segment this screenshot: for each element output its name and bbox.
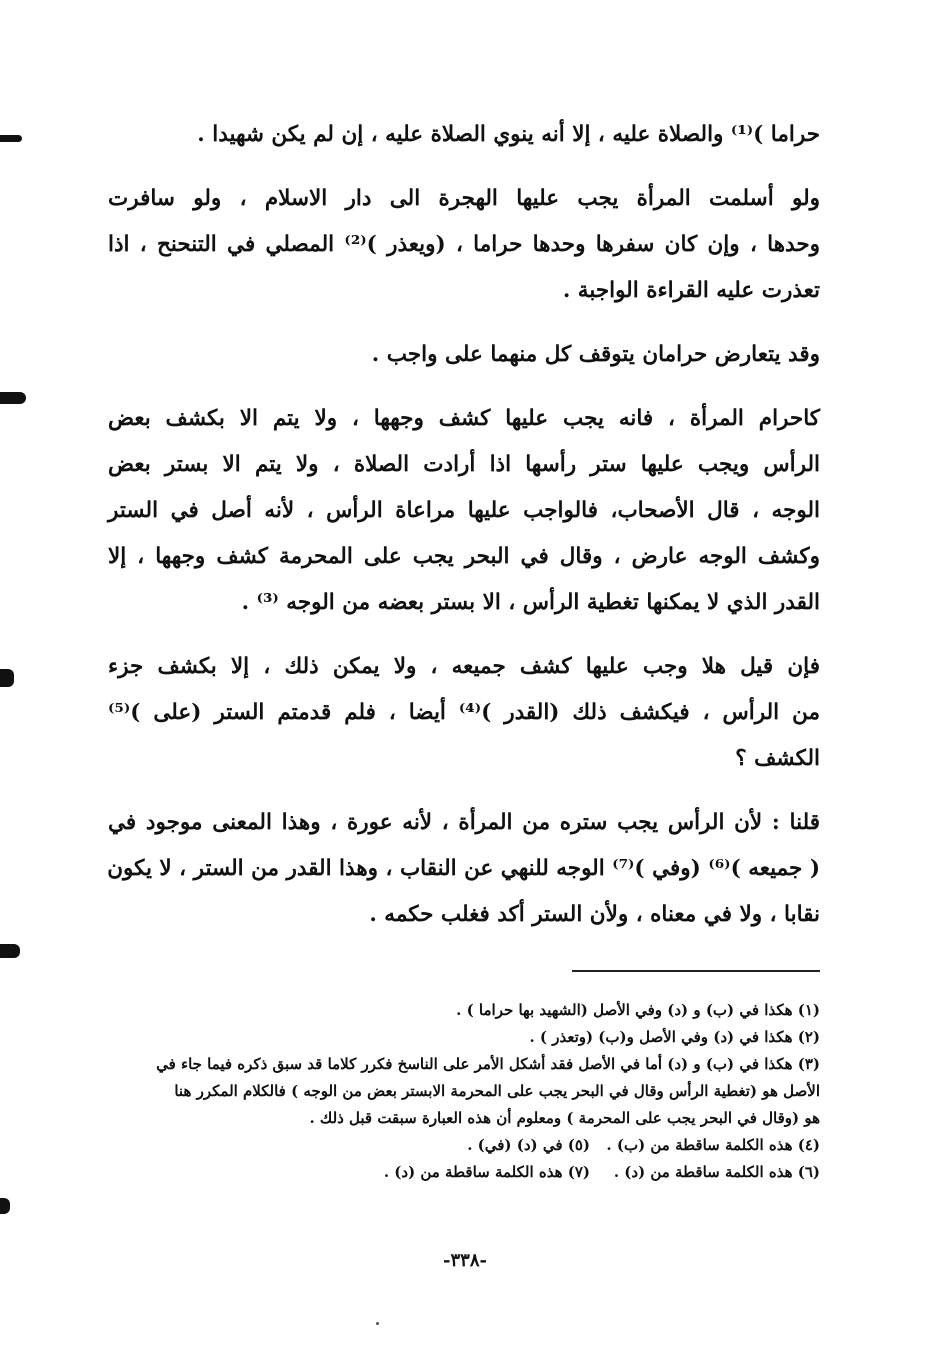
footnote-row: [108, 1132, 820, 1159]
text-line: نقابا ، ولا في معناه ، ولأن الستر أكد فغلب حكمه .: [369, 902, 820, 927]
footnote-5: (٥) في (د) (في) .: [467, 1136, 590, 1154]
scan-margin-mark: [0, 1198, 10, 1214]
main-text: [108, 112, 820, 938]
page-number: -٣٣٨-: [443, 1250, 487, 1271]
text-line: فإن قيل هلا وجب عليها كشف جميعه ، ولا يمكن ذلك ، إلا بكشف جزء: [108, 654, 820, 679]
text-line: ( جميعه )⁽⁶⁾ (وفي )⁽⁷⁾ الوجه للنهي عن النقاب ، وهذا القدر من الستر ، لا يكون: [107, 856, 820, 881]
paragraph: [108, 112, 820, 158]
footnote-1: (١) هكذا في (ب) و (د) وفي الأصل (الشهيد بها حراما ) .: [456, 1001, 820, 1019]
text-line: الوجه ، قال الأصحاب، فالواجب عليها مراعاة الرأس ، لأنه أصل في الستر: [108, 498, 820, 523]
footnote-2: (٢) هكذا في (د) وفي الأصل و(ب) (وتعذر ) .: [529, 1028, 820, 1046]
footnote-3-cont: الأصل هو (تغطية الرأس وقال في البحر يجب على المحرمة الابستر بعض من الوجه ) فالكلام المكرر هنا: [174, 1082, 820, 1100]
scan-speck: [376, 1322, 379, 1325]
footnote-3-cont: هو (وقال في البحر يجب على المحرمة ) ومعلوم أن هذه العبارة سبقت قبل ذلك .: [309, 1109, 820, 1127]
footnote-separator: [572, 970, 820, 972]
text-line: وكشف الوجه عارض ، وقال في البحر يجب على المحرمة كشف وجهها ، إلا: [108, 544, 820, 569]
paragraph: [108, 176, 820, 314]
footnote-6: (٦) هذه الكلمة ساقطة من (د) .: [613, 1163, 820, 1181]
paragraph: [108, 332, 820, 378]
text-line: تعذرت عليه القراءة الواجبة .: [562, 278, 820, 303]
footnotes: [108, 997, 820, 1186]
text-line: قلنا : لأن الرأس يجب ستره من المرأة ، لأنه عورة ، وهذا المعنى موجود في: [108, 810, 820, 835]
footnote-4: (٤) هذه الكلمة ساقطة من (ب) .: [606, 1136, 820, 1154]
text-line: حراما )⁽¹⁾ والصلاة عليه ، إلا أنه ينوي الصلاة عليه ، إن لم يكن شهيدا .: [197, 122, 820, 147]
text-line: وحدها ، وإن كان سفرها وحدها حراما ، (ويعذر )⁽²⁾ المصلي في التنحنح ، اذا: [108, 232, 821, 257]
text-line: من الرأس ، فيكشف ذلك (القدر )⁽⁴⁾ أيضا ، فلم قدمتم الستر (على )⁽⁵⁾: [108, 700, 820, 725]
scan-margin-mark: [0, 669, 14, 687]
scan-margin-mark: [0, 392, 26, 404]
footnote-7: (٧) هذه الكلمة ساقطة من (د) .: [383, 1163, 590, 1181]
footnote-3: (٣) هكذا في (ب) و (د) أما في الأصل فقد أشكل الأمر على الناسخ فكرر كلاما قد سبق ذكره فيما جاء في: [156, 1055, 820, 1073]
text-line: الرأس ويجب عليها ستر رأسها اذا أرادت الصلاة ، ولا يتم الا بستر بعض: [108, 452, 820, 477]
text-line: كاحرام المرأة ، فانه يجب عليها كشف وجهها ، ولا يتم الا بكشف بعض: [108, 406, 820, 431]
scan-margin-mark: [0, 135, 22, 142]
paragraph: [108, 644, 820, 782]
text-line: القدر الذي لا يمكنها تغطية الرأس ، الا بستر بعضه من الوجه ⁽³⁾ .: [241, 590, 820, 615]
text-line: ولو أسلمت المرأة يجب عليها الهجرة الى دار الاسلام ، ولو سافرت: [108, 186, 820, 211]
paragraph: [108, 800, 820, 938]
paragraph: [108, 396, 820, 626]
scan-margin-mark: [0, 944, 20, 958]
text-line: الكشف ؟: [735, 746, 820, 771]
footnote-row: [108, 1159, 820, 1186]
text-line: وقد يتعارض حرامان يتوقف كل منهما على واجب .: [371, 342, 820, 367]
